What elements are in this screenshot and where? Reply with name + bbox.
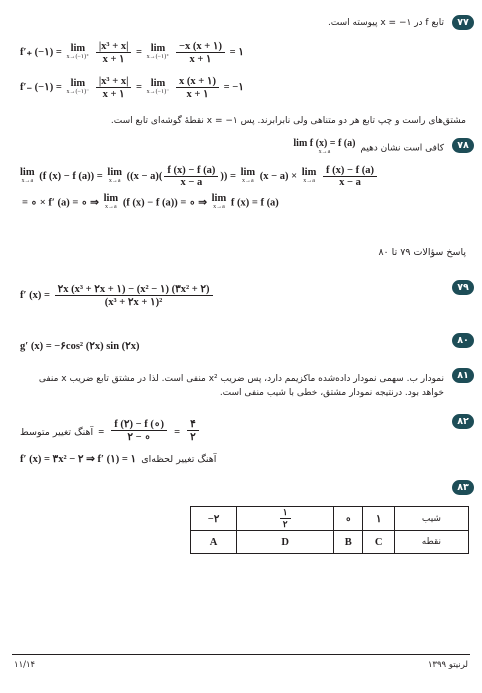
q82-frac1: $\frac{f (۲) - f (\circ)}{۲ - \circ}$ [111,418,167,443]
q82-line1: آهنگ تغییر متوسط = $\frac{f (۲) - f (\circ)}{۲ - \circ}$ = $\frac{۴}{۲}$ [20,418,201,443]
q82-inst-label: آهنگ تغییر لحظه‌ای [141,454,217,465]
question-number-78: ۷۸ [452,138,474,153]
q81-text: نمودار ب. سهمی نمودار داده‌شده ماکزیمم دارد، پس ضریب x² منفی است. لذا در مشتق تابع ضریب x منفی خواهد بود. درنتیجه نمودار مشتق، خطی با شیب منفی است. [38,374,444,398]
q79-frac: $\frac{\text{۲x (x³ + ۲x + ۱) − (x² − ۱) (۳x² + ۲)}}{\text{(x³ + ۲x + ۱)²}}$ [55,283,213,308]
q78-line1-limit3: lim x→a [240,166,256,184]
q78-line2: = ∘ × f′ (a) = ∘ ⇒ lim x→a (f (x) − f (a)) = ∘ ⇒ lim x→a f (x) = f (a) [22,193,279,210]
point-cell-1: C [363,531,394,554]
q77-line1-lhs: f′₊ (−۱) = [20,46,62,58]
point-cell-3: D [237,531,334,554]
q78-intro [84,139,444,157]
row-header-point: نقطه [394,531,468,554]
q77-line2-frac2: $\frac{x (x + ۱)}{x + ۱}$ [176,75,219,100]
q77-line2-frac1: $\frac{\text{|x³ + x|}}{x + ۱}$ [96,76,132,100]
row-header-slope: شیب [394,507,468,531]
slope-cell-1: ۱ [363,507,394,531]
q78-line1: lim x→a (f (x) − f (a)) = lim x→a ((x − a)( $\frac{f (x) - f (a)}{x - a}$ )) = lim x→a (x − a) × lim x→a $\frac{f (x) - f (a)}{x - a}$ [18,165,379,188]
q82-avg-label: آهنگ تغییر متوسط [20,427,94,438]
q78-line1-limit2: lim x→a [107,166,123,184]
question-number-80: ۸۰ [452,333,474,348]
point-cell-4: A [191,531,237,554]
answers-header: پاسخ سؤالات ۷۹ تا ۸۰ [378,247,466,258]
q78-line2-limit1: lim x→a [103,193,119,210]
q77-line2-limit2: lim x→(−۱)⁻ [146,77,170,95]
footer-page-number: ۱۱/۱۴ [14,660,36,670]
q78-line1-frac1: $\frac{f (x) - f (a)}{x - a}$ [164,165,218,188]
q77-line2-lhs: f′₋ (−۱) = [20,81,62,93]
slope-cell-4: −۲ [191,507,237,531]
q78-line1-limit1: lim x→a [20,166,35,184]
question-number-79: ۷۹ [452,280,474,295]
question-number-77: ۷۷ [452,15,474,30]
slope-cell-2: ∘ [334,507,363,531]
q77-line2-limit: lim x→(−۱)⁻ [66,77,90,95]
question-number-82: ۸۲ [452,414,474,429]
q83-table [190,506,469,554]
q77-line1-limit2: lim x→(−۱)⁺ [146,42,170,60]
q77-intro: تابع f در ۱− = x پیوسته است. [327,18,444,28]
q77-line2-result: = −۱ [223,81,244,93]
q78-line2-limit2: lim x→a [211,193,227,210]
q78-intro-math: lim f (x) = f (a) x→a [293,138,356,155]
q82-frac2: $\frac{۴}{۲}$ [187,418,199,443]
point-cell-2: B [334,531,363,554]
q77-conclusion: مشتق‌های راست و چپ تابع هر دو متناهی ولی نابرابرند. پس ۱− = x نقطهٔ گوشه‌ای تابع است. [110,116,466,126]
question-number-83: ۸۳ [452,480,474,495]
q82-inst-math: f′ (x) = ۳x² − ۲ ⇒ f′ (۱) = ۱ [20,454,137,465]
q77-line1-result: = ۱ [229,46,244,58]
q78-line1-limit4: lim x→a [301,166,317,184]
table-row-points [191,531,469,554]
q77-line1: f′₊ (−۱) = lim x→(−۱)⁺ $\frac{\text{|x³ + x|}}{x + ۱}$ = lim x→(−۱)⁺ $\frac{-x (x + ۱)}{x + ۱}$ = ۱ [20,40,244,65]
question-number-81: ۸۱ [452,368,474,383]
table-row-slopes [191,507,469,531]
q82-line2 [20,447,216,467]
q80-formula: g′ (x) = −۶cos² (۲x) sin (۲x) [20,341,140,352]
q77-line2: f′₋ (−۱) = lim x→(−۱)⁻ $\frac{\text{|x³ + x|}}{x + ۱}$ = lim x→(−۱)⁻ $\frac{x (x + ۱)}{x + ۱}$ = −۱ [20,75,244,100]
slope-cell-3: $\frac{۱}{۲}$ [237,507,334,531]
footer-divider [12,654,470,655]
q78-line1-frac2: $\frac{f (x) - f (a)}{x - a}$ [323,165,377,188]
q78-intro-text: کافی است نشان دهیم [360,143,444,154]
q77-line1-frac2: $\frac{-x (x + ۱)}{x + ۱}$ [176,40,225,65]
q79-formula: f′ (x) = $\frac{\text{۲x (x³ + ۲x + ۱) − (x² − ۱) (۳x² + ۲)}}{\text{(x³ + ۲x + ۱)²}}$ [20,283,215,308]
q77-line1-frac1: $\frac{\text{|x³ + x|}}{x + ۱}$ [96,41,132,65]
footer-publisher: لرنیتو ۱۳۹۹ [427,660,468,670]
q77-line1-limit: lim x→(−۱)⁺ [66,42,90,60]
